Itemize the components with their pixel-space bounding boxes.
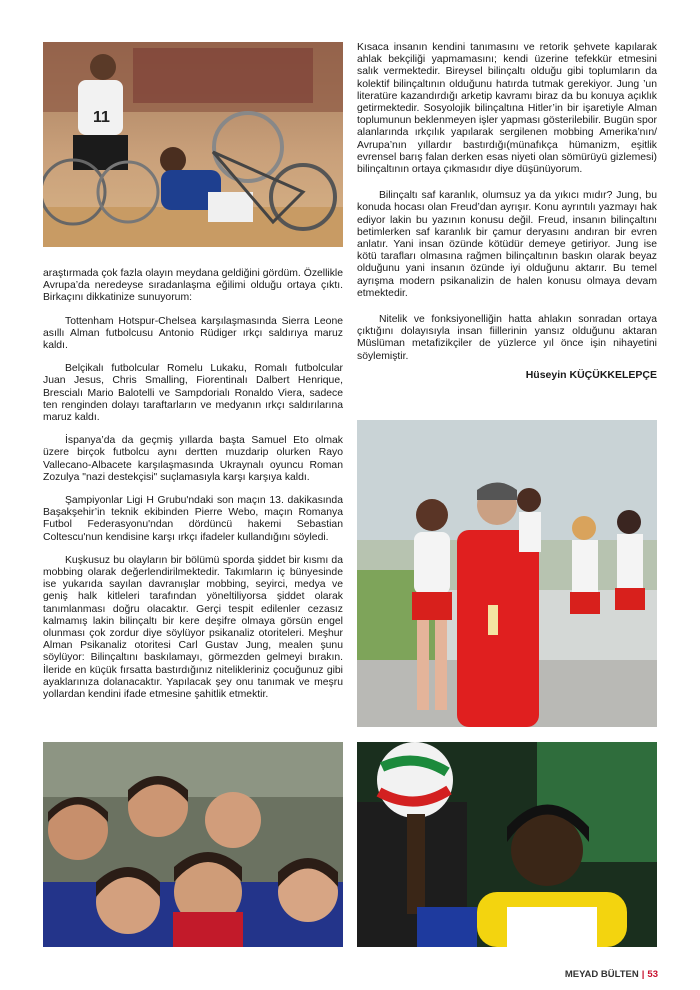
left-paragraph-belgium: Belçikalı futbolcular Romelu Lukaku, Romalı futbolcular Juan Jesus, Chris Smalling, Fiorentinalı Dalbert Henrique, Brescialı Mario Balotelli ve Sampdorialı Ronaldo Viera, sadece ten renginden dolayı taraftarların ve medyanın ırkçı saldırılarına maruz kaldı.	[43, 363, 343, 424]
left-paragraph-champions-league: Şampiyonlar Ligi H Grubu'ndaki son maçın 13. dakikasında Başakşehir’in teknik ekibinden Pierre Webo, maçın Romanya Futbol Federasyonu'ndan dördüncü hakemi Sebastian Coltescu'nun kendisine karşı ırkçı ifadeler kullandığını söyledi.	[43, 495, 343, 543]
right-paragraph-jung: Kısaca insanın kendini tanımasını ve retorik şehvete kapılarak ahlak bekçiliği yapmamasını; kendi üzerine tefekkür etmesini salık vermektedir. Bireysel bilinçaltı olduğu gibi toplumların da kolektif bilinçaltının olduğunu hatırda tutmak gerekiyor. Jung ’un literatüre kazandırdığı arketip kavramı biraz da bu konuya açıklık getirmektedir. Sosyolojik bilinçaltına Hitler’in bir işaretiyle Alman toplumunun beklenmeyen işler yapması gösterilebilir. Bugün spor alanlarında ırkçılık yapılarak sergilenen mobbing Amerika’nın/ Avrupa’nın yıllardır bastırdığı(münafıkça hümanizm, eşitlik evrensel barış falan derken esas niyeti olan sömürüyü gizlemesi) bilinçaltının ortaya çıkmasıdır diye düşünüyorum.	[357, 42, 657, 176]
left-text-column	[43, 268, 343, 701]
left-paragraph-rudiger: Tottenham Hotspur-Chelsea karşılaşmasında Sierra Leone asıllı Alman futbolcusu Antonio Rüdiger ırkçı saldırıya maruz kaldı.	[43, 315, 343, 352]
right-text-column	[357, 42, 657, 392]
author-name: Hüseyin KÜÇÜKKELEPÇE	[525, 368, 657, 381]
svg-text:11: 11	[93, 109, 110, 126]
ferrari-grid-girls-photo	[357, 420, 657, 727]
smiling-girls-team-photo	[43, 742, 343, 947]
page-number: 53	[647, 969, 658, 980]
right-paragraph-metaphysics: Nitelik ve fonksiyonelliğin hatta ahlakın sonradan ortaya çıktığını dolayısıyla insan fiillerinin yansız olduğunu aktaran Müslüman metafizikçiler de yüzlerce yıl önce işin nihayetini söylemiştir.	[357, 314, 657, 362]
left-paragraph-intro: araştırmada çok fazla olayın meydana geldiğini gördüm. Özellikle Avrupa’da neredeyse sıradanlaşma eğilimi olduğu ortaya çıktı. Birkaçını dikkatinize sunuyorum:	[43, 268, 343, 304]
right-paragraph-freud: Bilinçaltı saf karanlık, olumsuz ya da yıkıcı mıdır? Jung, bu konuda hocası olan Freud’dan ayrışır. Konu ayrıntılı yazmayı hak ediyor lakin bu yazının konusu değil. Freud, insanın bilinçaltını betimlerken saf karanlık bir çamur deryasını andıran bir evren anlatır. Yani insan özünde kötüdür demeye getiriyor. Jung ise kötü tarafları olmasına rağmen bilinçaltının baskın olarak beyaz olduğunu yani insanın özünde iyi olduğunu aktarır. Bu temel ayrışma modern psikanalizin de halen konusu olmaya devam etmektedir.	[357, 190, 657, 299]
left-paragraph-spain: İspanya’da da geçmiş yıllarda başta Samuel Eto olmak üzere birçok futbolcu aynı dertten muzdarip olurken Rayo Vallecano-Albacete karşılaşmasında Ukraynalı oyuncu Roman Zozulya "nazi destekçisi" suçlamasıyla karşı karşıya kaldı.	[43, 435, 343, 483]
wheelchair-basketball-photo	[43, 42, 343, 247]
volleyball-player-photo	[357, 742, 657, 947]
publication-name: MEYAD BÜLTEN	[564, 969, 639, 980]
footer-separator: |	[641, 969, 645, 980]
page-footer	[565, 969, 658, 980]
left-paragraph-mobbing: Kuşkusuz bu olayların bir bölümü sporda şiddet bir kısmı da mobbing olarak değerlendirilmektedir. Takımların iç bünyesinde ise yukarıda sayılan davranışlar mobbing, seyirci, medya ve geniş halk kitleleri tarafından yöneltiliyorsa şiddet olarak tanımlanması doğru olacaktır. Gerçi tespit edilenler cezasız kalmamış lakin bilinçaltı bir kere deşifre olmaya görsün engel olunması çok zordur diye söylüyor psikanaliz otoriteleri. Meşhur Alman Psikanaliz otoritesi Carl Gustav Jung, mealen şunu söylüyor: Bilinçaltını baskılamayı, görmezden gelmeyi bırakın. İleride en küçük fırsatta bastırdığınız nitelikleriniz çocuğunuz gibi ayaklarınıza dolanacaktır. Yapılacak şey onu tanımak ve meşru yollardan kendini ifade etmesine şahitlik etmektir.	[43, 554, 343, 701]
